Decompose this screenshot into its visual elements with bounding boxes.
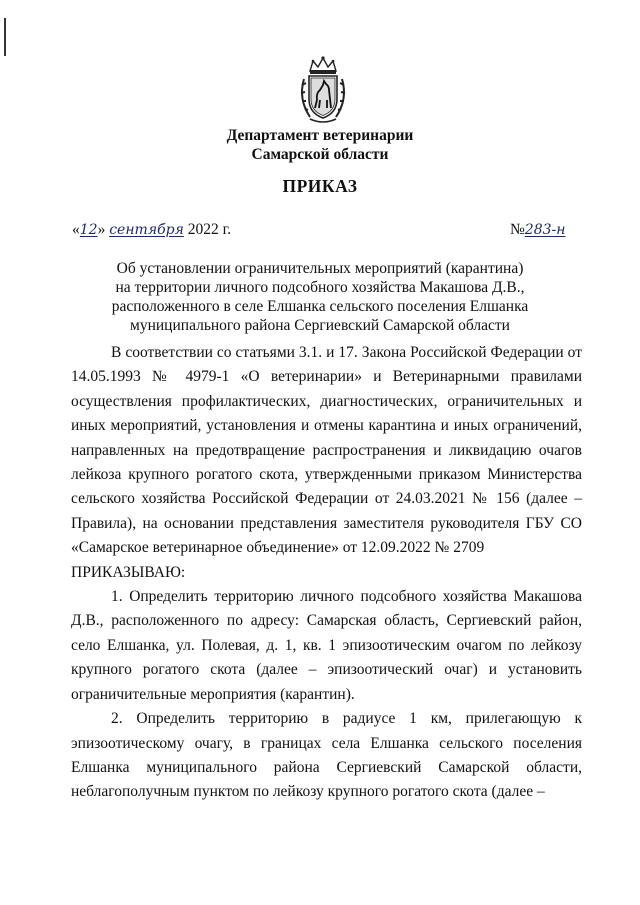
order-item-1: 1. Определить территорию личного подсобного хозяйства Макашова Д.В., расположенного по адресу: Самарская область, Сергиевский район, село Елшанка, ул. Полевая, д. 1, кв. 1 эпизоотическим очагом по лейкозу крупного рогатого скота (далее – эпизоотический очаг) и установить ограничительные мероприятия (карантин).	[71, 588, 582, 703]
preamble-paragraph: В соответствии со статьями 3.1. и 17. Закона Российской Федерации от 14.05.1993 № 4979-1 «О ветеринарии» и Ветеринарными правилами осуществления профилактических, диагностических, ограничительных и иных мероприятий, установления и отмены карантина и иных ограничений, направленных на предотвращение распространения и ликвидацию очагов лейкоза крупного рогатого скота, утвержденными приказом Министерства сельского хозяйства Российской Федерации от 24.03.2021 № 156 (далее – Правила), на основании представления заместителя руководителя ГБУ СО «Самарское ветеринарное объединение» от 12.09.2022 № 2709	[71, 344, 582, 557]
organization-line-2: Самарской области	[251, 146, 389, 163]
order-item-2: 2. Определить территорию в радиусе 1 км, прилегающую к эпизоотическому очагу, в границах села Елшанка сельского поселения Елшанка муниципального района Сергиевский Самарской области, неблагополучным пунктом по лейкозу крупного рогатого скота (далее –	[71, 710, 582, 801]
date-year: 2022 г.	[187, 221, 232, 238]
document-title: ПРИКАЗ	[282, 176, 358, 196]
subject-line-2: на территории личного подсобного хозяйства Макашова Д.В.,	[115, 279, 525, 296]
organization-line-1: Департамент ветеринарии	[226, 127, 414, 144]
document-body	[71, 341, 582, 805]
order-word: ПРИКАЗЫВАЮ:	[71, 563, 186, 581]
subject-line-4: муниципального района Сергиевский Самарской области	[130, 317, 510, 334]
date-open-quote: «	[72, 221, 80, 238]
document-subject	[60, 259, 580, 335]
document-number	[510, 221, 565, 239]
subject-line-3: расположенного в селе Елшанка сельского поселения Елшанка	[111, 298, 529, 315]
page-edge-mark	[4, 18, 6, 56]
number-prefix: №	[510, 221, 525, 238]
organization-name	[0, 126, 640, 164]
date-month: сентября	[109, 222, 184, 238]
date-close-quote: »	[97, 221, 106, 238]
samara-coat-of-arms-icon	[296, 55, 350, 123]
date-day: 12	[79, 222, 98, 238]
subject-line-1: Об установлении ограничительных мероприятий (карантина)	[116, 260, 524, 277]
number-value: 283-н	[524, 222, 566, 238]
document-date	[72, 221, 231, 239]
